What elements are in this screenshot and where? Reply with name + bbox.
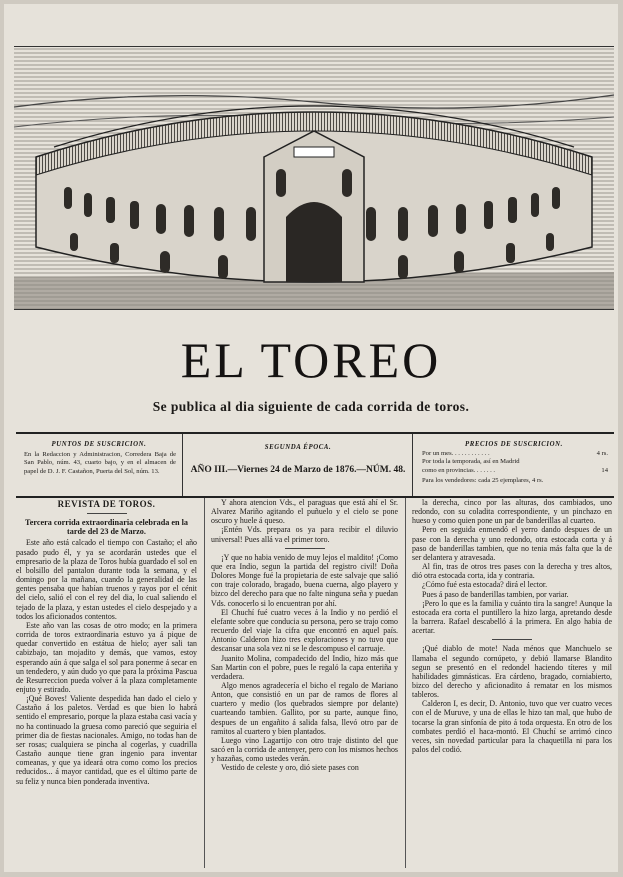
column-divider [204, 498, 205, 868]
price-label: Por un mes. . . . . . . . . . . . [422, 450, 490, 457]
prices-heading: PRECIOS DE SUSCRICION. [464, 441, 563, 448]
vendors-text: Para los vendedores: cada 25 ejemplares, 4 rs. [422, 476, 544, 484]
paragraph-divider [285, 548, 325, 549]
paragraph: Algo menos agradecería el bicho el regalo de Mariano Anton, que consistió en un par de ramos de flores al cuartero y medio (los quebrados siempre por delante) cuarteando tambien. Gallito, por su parte, aunque fino, despues de un engañito á salida falsa, llevó otro par de ramitos al cuartero y bien plantados. [211, 680, 398, 736]
paragraph: Este año está calcado el tiempo con Castaño; el año pasado pudo él, y ya se acordarán ustedes que el empresario de la plaza de Toros hubía guardado el sol en el bolsillo del pantalon durante toda la semana, y el domingo por la mañana, cuando la generalidad de las gentes pensaba que habían truenos y rayos por el cénit del cielo, salió el con el rey del dia, lo cual saliendo el tejado de la plaza, y estan ustedes el cielo despejado y a todos los aficionados contentos. [16, 538, 197, 621]
subscription-prices [414, 434, 614, 496]
paragraph: la derecha, cinco por las alturas, dos cambiados, uno redondo, con su coladita correspondiente, y un pinchazo en hueso y como quien pone un par de banderillas al cuarteo. [412, 498, 612, 526]
paragraph-divider [492, 639, 532, 640]
section-heading: REVISTA DE TOROS. [57, 499, 156, 509]
bullring-engraving [14, 46, 614, 310]
paragraph: ¡Qué diablo de mote! Nada ménos que Manchuelo se llamaba el segundo cornúpeto, y debió llamarse Blandito segun se presentó en el redondel haciendo títeres y mil habilidades gimnásticas. Era cárdeno, bragado, corniabierto, bizco del derecho y aficionadito á rematar en los mismos tableros. [412, 644, 612, 700]
article-column-2 [211, 498, 398, 868]
paragraph: ¡Y que no habia venido de muy lejos el maldito! ¡Como que era Indio, segun la partida del registro civil! Doña Dolores Monge fué la propietaria de este salvaje que salió con traje colorado, bragado, buena cuerna, algo playero y bizco del derecho para que no falte ninguna seña y puedan Vds. conocerlo si lo encuentran por ahí. [211, 552, 398, 608]
issue-info [184, 434, 413, 496]
paragraph: ¡Pero lo que es la familia y cuánto tira la sangre! Aunque la estocada era corta el puntillero la hizo larga, apretando desde la barrera. Rafael descabelló á la primera. En algo habia de acertar. [412, 598, 612, 636]
price-row [414, 450, 614, 458]
heading-divider [87, 513, 127, 514]
paragraph: El Chuchí fué cuatro veces á la Indio y no perdió el elefante sobre que conducia su persona, pero se trajo como recuerdo del viaje la cifra que encontró en aquel país. Antonio Calderon hizo tres exploraciones y no tuvo que descansar una sola vez ni se le descompuso el carruaje. [211, 607, 398, 654]
vendors-note [414, 477, 614, 485]
epoch-label: SEGUNDA ÉPOCA. [264, 444, 332, 451]
paragraph: ¿Cómo fué esta estocada? dirá el lector. [422, 580, 548, 590]
paragraph: Luego vino Lagartijo con otro traje distinto del que sacó en la corrida de antenyer, pero con los mismos hechos y hazañas, como ustedes verán. [211, 735, 398, 764]
article-column-3 [412, 498, 612, 868]
newspaper-title: EL TOREO [180, 332, 442, 388]
subscription-points-heading: PUNTOS DE SUSCRICION. [51, 441, 147, 448]
price-row [414, 458, 614, 466]
newspaper-page [4, 4, 618, 872]
paragraph: Pues á paso de banderillas tambien, por variar. [422, 589, 569, 599]
paragraph: ¡Qué Boves! Valiente despedida han dado el cielo y Castaño á los paletos. Verdad es que bien lo habrá sentido el empresario, porque la plaza estaba casi vacía y no ha continuado la gruesa como pareció que seguiria el primer dia de fiestas nacionales. Amigo, no todas han de ser rosas; cualquiera se pincha al cogerlas, y cuadrilla Castaño aunque tiene gran ingenio para inventar comeanas, y que ya ideará otra como como los precios reducidos... á mayor cantidad, que es el último parte de su feliz y nunca bien ponderada inventiva. [16, 694, 197, 786]
paragraph: Este año van las cosas de otro modo; en la primera corrida de toros extraordinaria estuvo ya á pique de quedar convertido en estátua de hielo; ayer sali tan cabizbajo, tan mojadito y demás, que vamos, estoy esperando aún á que salga el sol para ponerme á secar en un tendedero, y aún dudo yo que para la próxima Pascua de Resurreccion pueda volver á la plaza completamente enjuto y estirado. [16, 620, 197, 694]
column-divider [405, 498, 406, 868]
newspaper-subtitle: Se publica al dia siguiente de cada corrida de toros. [152, 399, 470, 414]
paragraph: Calderon I, es decir, D. Antonio, tuvo que ver cuatro veces con el de Muruve, y una de ellas le hizo tan mal, que hubo de tocarse la gran sinfonía de pito á toda orquesta. En otro de los combates perdió el haca-montó. El Chuchí se arrimó cinco veces, sin novedad particular para la chaquetilla ni para los palos del codió. [412, 699, 612, 755]
article-columns [16, 498, 614, 868]
paragraph: ¡Entén Vds. prepara os ya para recibir el diluvio universal! Pues allá va el primer toro. [211, 525, 398, 544]
info-bar [16, 432, 614, 498]
price-value: 4 rs. [596, 450, 608, 457]
subscription-points [16, 434, 183, 496]
price-label: Por toda la temporada, así en Madrid [422, 458, 520, 466]
paragraph: Vestido de celeste y oro, dió siete pases con [221, 763, 359, 773]
paragraph: Y ahora atencion Vds., el paraguas que está ahí el Sr. Alvarez Mariño agitando el puñuelo y el cielo se pone oscuro y huele á queso. [211, 498, 398, 526]
article-subheading: Tercera corrida extraordinaria celebrada en la tarde del 23 de Marzo. [24, 518, 189, 537]
subscription-points-text: En la Redaccion y Administracion, Corredera Baja de San Pablo, núm. 43, cuarto bajo, y en el almacen de papel de D. J. F. Castañon, Puerta del Sol, núm. 13. [24, 451, 176, 475]
paragraph: Al fin, tras de otros tres pases con la derecha y tres altos, dió otra estocada corta, ida y contraria. [412, 562, 612, 581]
article-column-1 [16, 498, 197, 868]
issue-line: AÑO III.—Viernes 24 de Marzo de 1876.—NÚM. 48. [190, 465, 406, 475]
paragraph: Pero en seguida enmendó el yerro dando despues de un pase con la derecha y uno redondo, otra estocada corta y á paso de banderillas tambien, que no tenia más falta que la de ser delantera y atravesada. [412, 525, 612, 562]
price-row [414, 467, 614, 475]
price-value: 14 [601, 466, 608, 474]
paragraph: Juanito Molina, compadecido del Indio, hizo más que San Martin con el pobre, pues le regaló la capa enteriña y verdadera. [211, 653, 398, 681]
price-label: como en provincias. . . . . . . [422, 466, 496, 474]
